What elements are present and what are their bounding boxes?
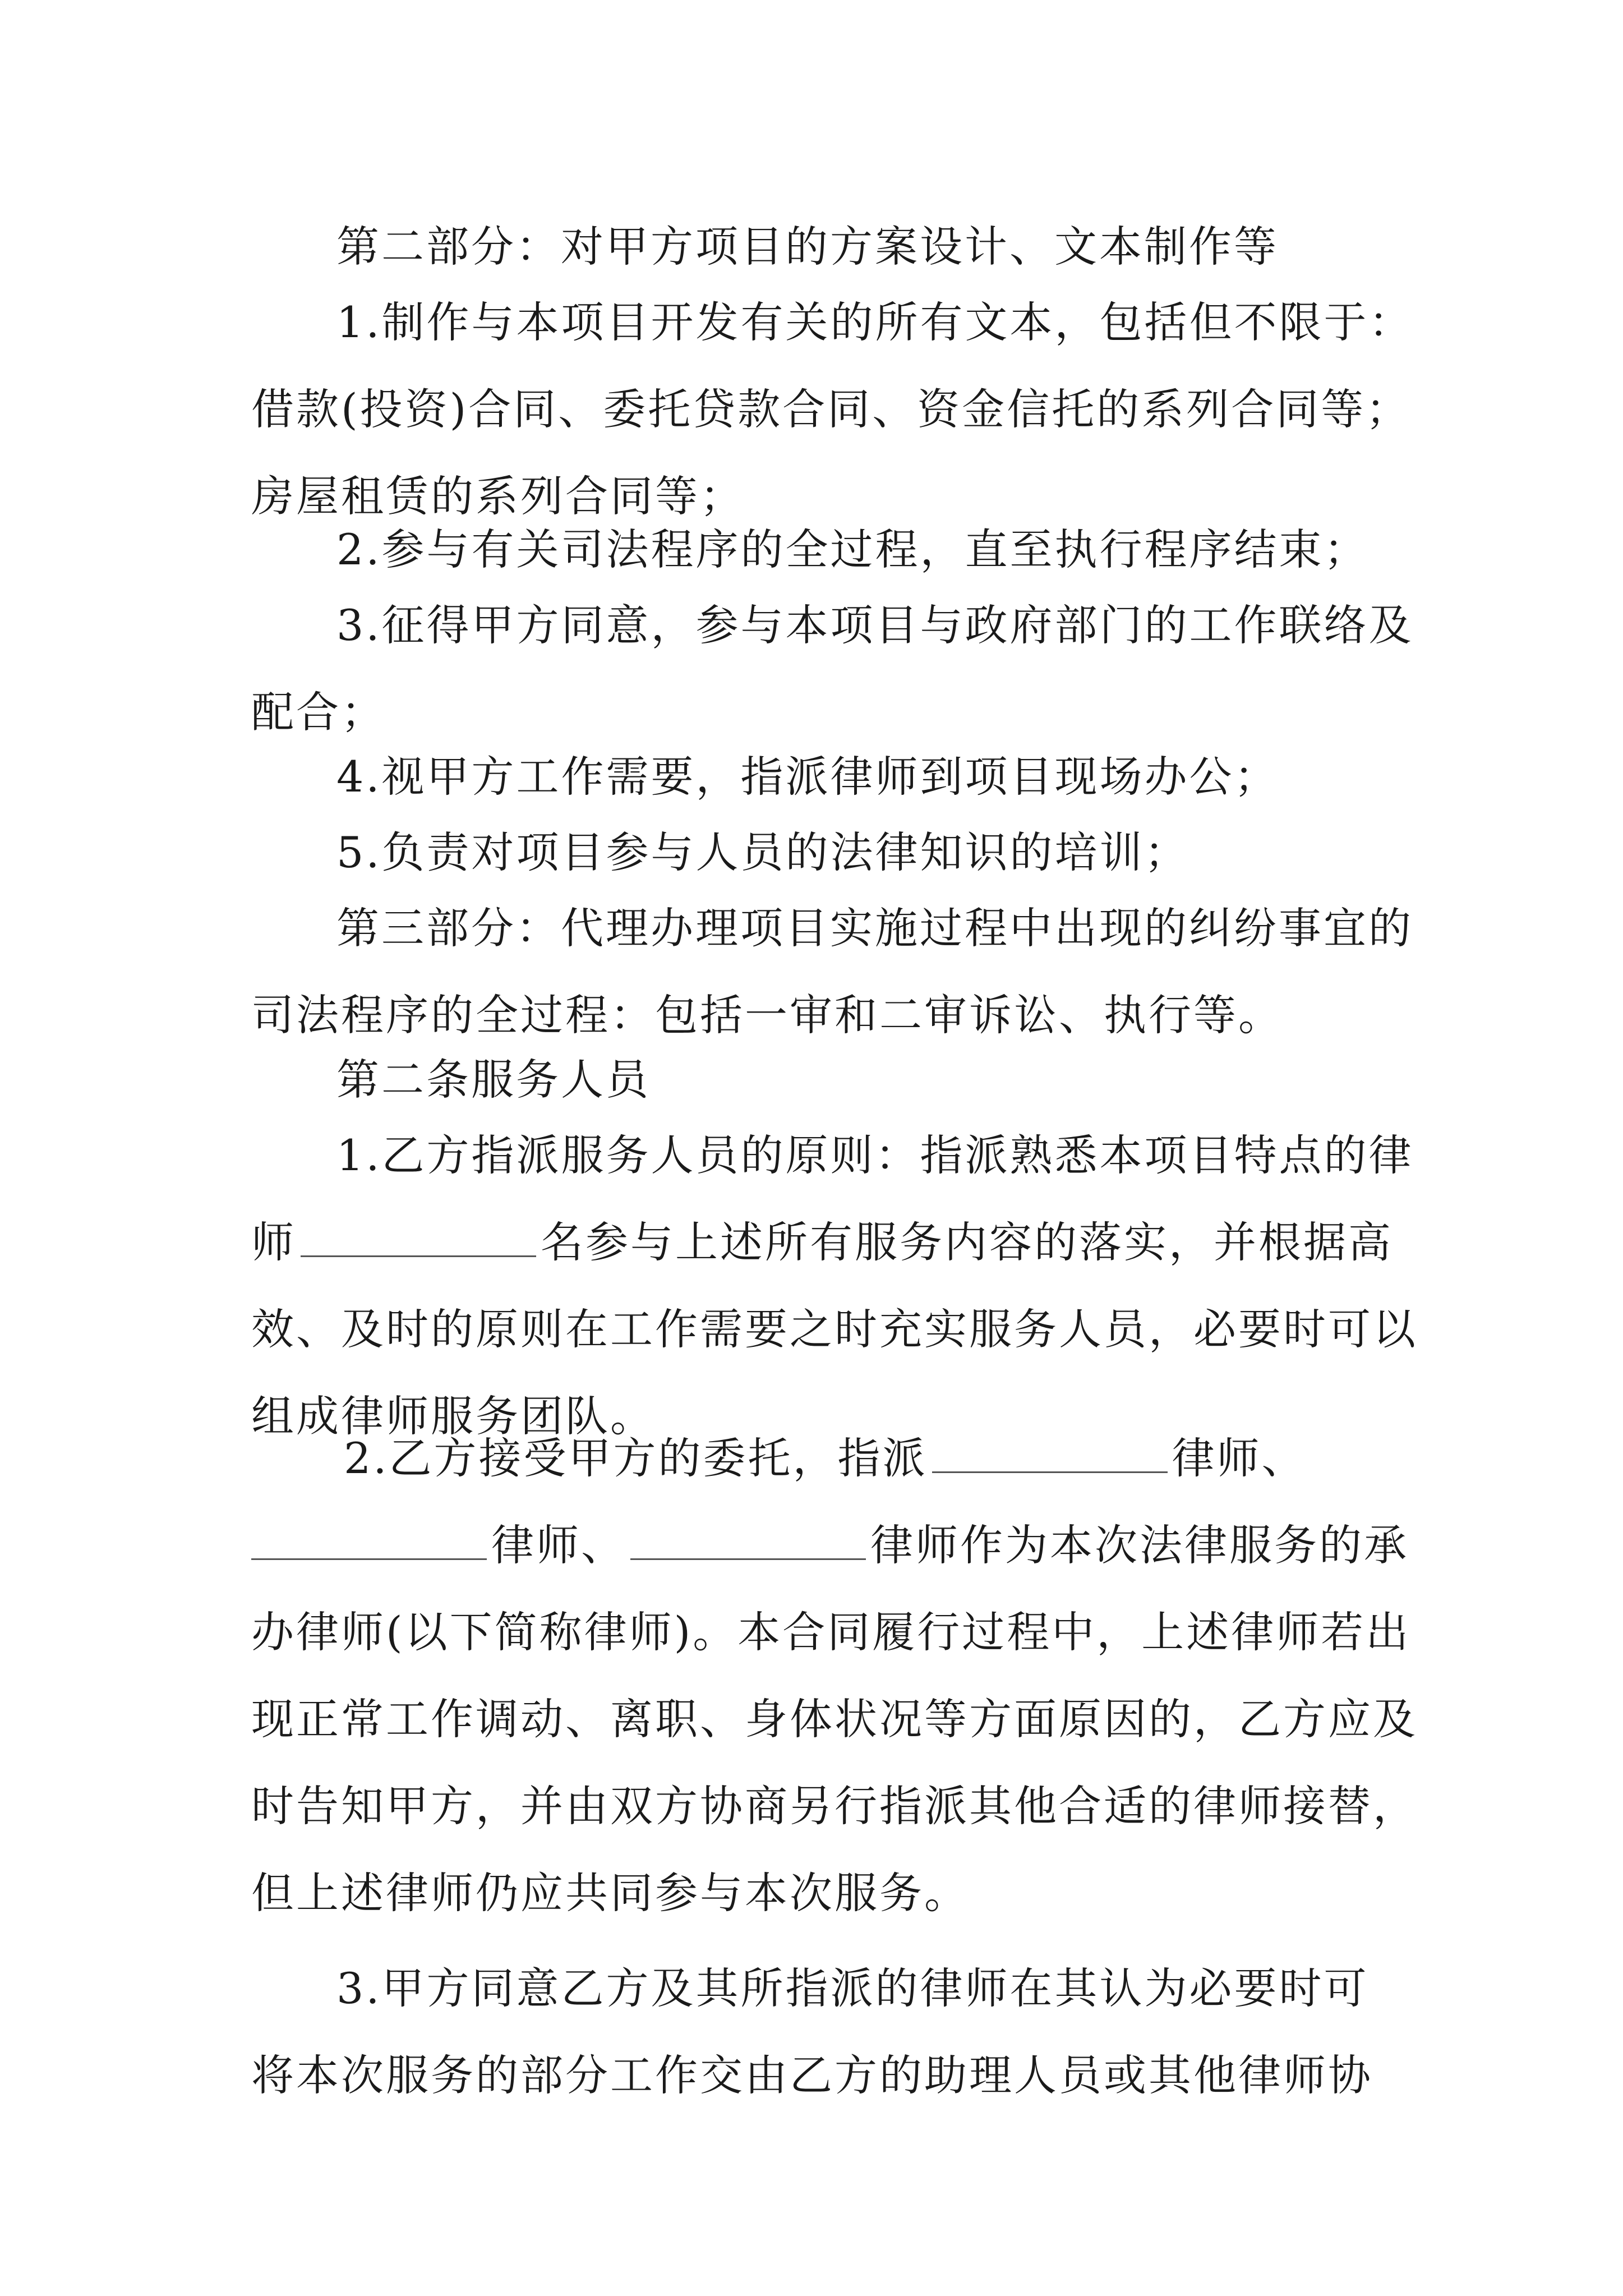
paragraph-item-4	[251, 733, 1378, 820]
text-line: 借款(投资)合同、委托贷款合同、资金信托的系列合同等；	[251, 384, 1411, 434]
text-line: 第三部分：代理办理项目实施过程中出现的纠纷事宜的	[336, 903, 1413, 953]
section-heading-part-two	[251, 203, 1378, 290]
paragraph-item-2	[251, 506, 1378, 593]
text-line: 配合；	[251, 687, 386, 737]
paragraph-item-3	[251, 582, 1414, 756]
fill-in-blank	[630, 1525, 866, 1560]
text-line: 组成律师服务团队。	[251, 1391, 655, 1441]
text-fragment: 律师、	[1172, 1433, 1307, 1483]
paragraph-staff-principle	[251, 1112, 1418, 1460]
paragraph-lawyer-assignment	[251, 1415, 1418, 1936]
text-line: 办律师(以下简称律师)。本合同履行过程中，上述律师若出	[251, 1607, 1411, 1657]
fill-in-blank	[251, 1525, 487, 1560]
text-line: 1.乙方指派服务人员的原则：指派熟悉本项目特点的律	[336, 1130, 1414, 1180]
text-line: 司法程序的全过程：包括一审和二审诉讼、执行等。	[251, 990, 1283, 1040]
fill-in-blank	[932, 1438, 1168, 1473]
paragraph-item-5	[251, 809, 1378, 896]
text-line: 效、及时的原则在工作需要之时充实服务人员，必要时可以	[251, 1304, 1418, 1354]
fill-in-blank	[301, 1222, 536, 1257]
text-line	[251, 1199, 1393, 1286]
text-line: 第二条服务人员	[336, 1055, 651, 1105]
text-line: 1.制作与本项目开发有关的所有文本，包括但不限于：	[336, 297, 1414, 347]
text-line	[251, 1502, 1409, 1589]
text-fragment: 律师、	[491, 1520, 626, 1570]
text-line: 时告知甲方，并由双方协商另行指派其他合适的律师接替，	[251, 1781, 1418, 1831]
paragraph-delegation	[251, 1945, 1378, 2119]
text-line: 4.视甲方工作需要，指派律师到项目现场办公；	[336, 752, 1279, 802]
text-line: 3.甲方同意乙方及其所指派的律师在其认为必要时可	[336, 1963, 1369, 2013]
article-heading-service-personnel	[251, 1036, 1378, 1123]
text-fragment: 名参与上述所有服务内容的落实，并根据高	[541, 1217, 1393, 1267]
paragraph-item-1	[251, 279, 1414, 540]
text-line: 2.参与有关司法程序的全过程，直至执行程序结束；	[336, 524, 1369, 574]
text-line: 但上述律师仍应共同参与本次服务。	[251, 1868, 969, 1918]
text-fragment: 律师作为本次法律服务的承	[870, 1520, 1409, 1570]
text-line: 第二部分：对甲方项目的方案设计、文本制作等	[336, 222, 1279, 272]
text-line: 将本次服务的部分工作交由乙方的助理人员或其他律师协	[251, 2050, 1373, 2100]
text-line: 3.征得甲方同意，参与本项目与政府部门的工作联络及	[336, 600, 1414, 650]
text-fragment: 师	[251, 1217, 296, 1267]
text-line	[251, 1415, 1378, 1502]
text-line: 现正常工作调动、离职、身体状况等方面原因的，乙方应及	[251, 1694, 1418, 1744]
text-line: 5.负责对项目参与人员的法律知识的培训；	[336, 827, 1189, 877]
text-line: 房屋租赁的系列合同等；	[251, 471, 745, 521]
section-heading-part-three	[251, 885, 1413, 1059]
text-fragment: 2.乙方接受甲方的委托，指派	[344, 1433, 928, 1483]
